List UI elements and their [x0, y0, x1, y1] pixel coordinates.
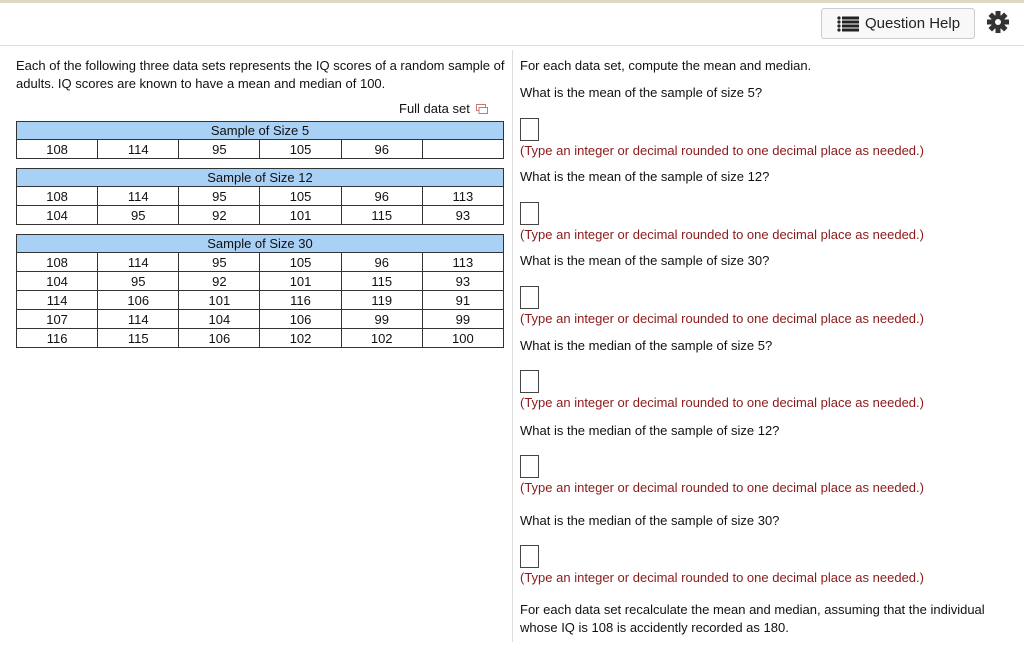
table-cell: 99 — [422, 310, 503, 329]
table-title: Sample of Size 12 — [17, 169, 504, 187]
question-text: What is the median of the sample of size 5? — [520, 338, 773, 353]
table-cell: 96 — [341, 187, 422, 206]
table-cell: 104 — [17, 272, 98, 291]
table-cell: 101 — [179, 291, 260, 310]
table-cell: 108 — [17, 187, 98, 206]
table-cell: 95 — [98, 272, 179, 291]
table-cell: 113 — [422, 253, 503, 272]
table-cell: 114 — [98, 140, 179, 159]
table-row — [17, 291, 504, 310]
answer-hint: (Type an integer or decimal rounded to one decimal place as needed.) — [520, 311, 924, 326]
table-cell: 101 — [260, 206, 341, 225]
answer-input[interactable] — [520, 370, 539, 393]
answer-input[interactable] — [520, 455, 539, 478]
table-title: Sample of Size 30 — [17, 235, 504, 253]
answer-input[interactable] — [520, 545, 539, 568]
question-help-label: Question Help — [865, 15, 961, 32]
answer-input[interactable] — [520, 286, 539, 309]
table-cell: 104 — [17, 206, 98, 225]
full-data-set-label: Full data set — [399, 101, 470, 116]
question-text: What is the mean of the sample of size 30? — [520, 253, 770, 268]
answer-hint: (Type an integer or decimal rounded to one decimal place as needed.) — [520, 395, 924, 410]
gear-icon[interactable] — [987, 11, 1009, 33]
question-help-button[interactable] — [821, 8, 975, 39]
popup-icon — [476, 104, 488, 114]
table-cell: 91 — [422, 291, 503, 310]
answer-input[interactable] — [520, 202, 539, 225]
table-title: Sample of Size 5 — [17, 122, 504, 140]
list-icon — [837, 16, 859, 32]
final-instructions: For each data set recalculate the mean and median, assuming that the individual whose IQ is 108 is accidently recorded as 180. — [520, 602, 985, 635]
table-row — [17, 310, 504, 329]
data-table-size-12 — [16, 168, 504, 225]
table-cell: 115 — [98, 329, 179, 348]
table-cell: 116 — [17, 329, 98, 348]
table-cell: 107 — [17, 310, 98, 329]
table-cell: 116 — [260, 291, 341, 310]
answer-hint: (Type an integer or decimal rounded to one decimal place as needed.) — [520, 570, 924, 585]
table-cell: 114 — [98, 187, 179, 206]
table-cell: 102 — [341, 329, 422, 348]
table-row — [17, 206, 504, 225]
table-cell: 101 — [260, 272, 341, 291]
table-cell — [422, 140, 503, 159]
table-cell: 95 — [179, 187, 260, 206]
table-cell: 115 — [341, 272, 422, 291]
table-cell: 108 — [17, 140, 98, 159]
answer-hint: (Type an integer or decimal rounded to one decimal place as needed.) — [520, 143, 924, 158]
pane-divider — [512, 50, 513, 642]
table-cell: 119 — [341, 291, 422, 310]
table-cell: 95 — [179, 140, 260, 159]
table-cell: 104 — [179, 310, 260, 329]
table-cell: 93 — [422, 206, 503, 225]
question-text: What is the median of the sample of size 12? — [520, 423, 780, 438]
table-cell: 106 — [179, 329, 260, 348]
table-row — [17, 329, 504, 348]
table-row — [17, 272, 504, 291]
table-cell: 96 — [341, 140, 422, 159]
table-cell: 99 — [341, 310, 422, 329]
answer-input[interactable] — [520, 118, 539, 141]
header-divider — [0, 45, 1024, 46]
table-cell: 92 — [179, 206, 260, 225]
question-text: What is the mean of the sample of size 12? — [520, 169, 770, 184]
instructions: For each data set, compute the mean and median. — [520, 58, 812, 73]
table-cell: 102 — [260, 329, 341, 348]
table-cell: 95 — [179, 253, 260, 272]
intro-text: Each of the following three data sets represents the IQ scores of a random sample of adults. IQ scores are known to have a mean and median of 100. — [16, 58, 505, 91]
table-cell: 105 — [260, 140, 341, 159]
table-cell: 105 — [260, 187, 341, 206]
table-cell: 114 — [17, 291, 98, 310]
data-table-size-5 — [16, 121, 504, 159]
table-cell: 93 — [422, 272, 503, 291]
table-cell: 96 — [341, 253, 422, 272]
table-cell: 95 — [98, 206, 179, 225]
table-cell: 100 — [422, 329, 503, 348]
table-cell: 115 — [341, 206, 422, 225]
answer-hint: (Type an integer or decimal rounded to one decimal place as needed.) — [520, 227, 924, 242]
table-cell: 114 — [98, 310, 179, 329]
table-row — [17, 140, 504, 159]
table-row — [17, 187, 504, 206]
question-text: What is the median of the sample of size 30? — [520, 513, 780, 528]
top-border — [0, 0, 1024, 3]
table-cell: 113 — [422, 187, 503, 206]
table-cell: 108 — [17, 253, 98, 272]
table-cell: 106 — [98, 291, 179, 310]
table-cell: 92 — [179, 272, 260, 291]
data-table-size-30 — [16, 234, 504, 348]
table-row — [17, 253, 504, 272]
full-data-set-link[interactable] — [399, 101, 488, 116]
table-cell: 105 — [260, 253, 341, 272]
answer-hint: (Type an integer or decimal rounded to one decimal place as needed.) — [520, 480, 924, 495]
question-text: What is the mean of the sample of size 5? — [520, 85, 763, 100]
table-cell: 114 — [98, 253, 179, 272]
table-cell: 106 — [260, 310, 341, 329]
